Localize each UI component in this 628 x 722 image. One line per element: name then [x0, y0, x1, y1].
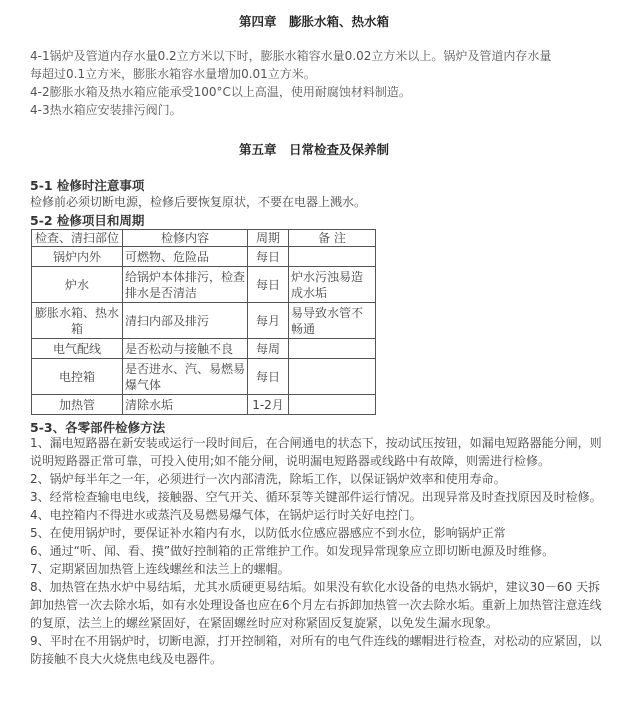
section-5-3-heading: 5-3、各零部件检修方法	[30, 420, 166, 435]
cell-remark: 易导致水管不畅通	[289, 303, 376, 339]
maintenance-items	[30, 434, 610, 668]
table-row	[32, 395, 376, 415]
section-5-1-heading: 5-1 检修时注意事项	[30, 178, 145, 193]
cell-content: 清扫内部及排污	[123, 303, 248, 339]
cell-content: 是否进水、汽、易燃易爆气体	[123, 359, 248, 395]
maintenance-item-3: 3、经常检查输电电线，接触器、空气开关、循环泵等关键部件运行情况。出现异常及时查找原因及时检修。	[30, 490, 602, 504]
cell-remark: 炉水污浊易造成水垢	[289, 267, 376, 303]
section-5-1-text: 检修前必须切断电源，检修后要恢复原状，不要在电器上溅水。	[30, 195, 367, 209]
maintenance-item-2: 2、锅炉每半年之一年，必须进行一次内部清洗，除垢工作，以保证锅炉效率和使用寿命。	[30, 472, 506, 486]
table-row	[32, 339, 376, 359]
inspection-table	[31, 229, 376, 415]
cell-content: 可燃物、危险品	[123, 247, 248, 267]
maintenance-item-1: 1、漏电短路器在新安装或运行一段时间后，在合闸通电的状态下，按动试压按钮，如漏电短路器能分闸，则说明短路器正常可靠，可投入使用;如不能分闸，说明漏电短路器或线路中有故障，则需进行检修。	[30, 436, 602, 468]
chapter4-title: 第四章 膨胀水箱、热水箱	[238, 14, 389, 29]
maintenance-item-5: 5、在使用锅炉时，要保证补水箱内有水，以防低水位感应器感应不到水位，影响锅炉正常	[30, 526, 506, 540]
cell-period: 每月	[248, 303, 289, 339]
maintenance-item-9: 9、平时在不用锅炉时，切断电源，打开控制箱，对所有的电气件连线的螺帽进行检查，对松动的应紧固，以防接触不良大火烧焦电线及电器件。	[30, 634, 602, 666]
header-content: 检修内容	[123, 230, 248, 247]
cell-remark	[289, 395, 376, 415]
table-header-row	[32, 230, 376, 247]
maintenance-item-4: 4、电控箱内不得进水或蒸汽及易燃易爆气体，在锅炉运行时关好电控门。	[30, 508, 422, 522]
header-part: 检查、清扫部位	[32, 230, 123, 247]
table-row	[32, 359, 376, 395]
chapter4-line-4: 4-3热水箱应安装排污阀门。	[30, 103, 182, 117]
header-remark: 备 注	[289, 230, 376, 247]
cell-content: 给锅炉本体排污，检查排水是否清洁	[123, 267, 248, 303]
cell-content: 清除水垢	[123, 395, 248, 415]
table-row	[32, 303, 376, 339]
table-row	[32, 247, 376, 267]
cell-period: 每日	[248, 267, 289, 303]
chapter4-line-2: 每超过0.1立方米，膨胀水箱容水量增加0.01立方米。	[30, 67, 316, 81]
cell-part: 电控箱	[32, 359, 123, 395]
cell-part: 锅炉内外	[32, 247, 123, 267]
cell-part: 膨胀水箱、热水箱	[32, 303, 123, 339]
table-row	[32, 267, 376, 303]
cell-period: 每日	[248, 359, 289, 395]
cell-remark	[289, 247, 376, 267]
maintenance-item-7: 7、定期紧固加热管上连线螺丝和法兰上的螺帽。	[30, 562, 290, 576]
chapter4-line-1: 4-1锅炉及管道内存水量0.2立方米以下时，膨胀水箱容水量0.02立方米以上。锅炉及管道内存水量	[30, 49, 552, 63]
cell-part: 电气配线	[32, 339, 123, 359]
cell-part: 加热管	[32, 395, 123, 415]
chapter5-title: 第五章 日常检查及保养制	[238, 142, 389, 157]
cell-period: 每周	[248, 339, 289, 359]
cell-remark	[289, 339, 376, 359]
maintenance-item-6: 6、通过“听、闻、看、摸”做好控制箱的正常维护工作。如发现异常现象应立即切断电源及时维修。	[30, 544, 555, 558]
maintenance-item-8: 8、加热管在热水炉中易结垢，尤其水质硬更易结垢。如果没有软化水设备的电热水锅炉，建议30－60 天拆卸加热管一次去除水垢，如有水处理设备也应在6个月左右拆卸加热管一次去除水垢。重新上加热管注意连线的复原，法兰上的螺丝紧固好，在紧固螺丝时应对称紧固反复旋紧，以免发生漏水现象。	[30, 580, 602, 630]
section-5-2-heading: 5-2 检修项目和周期	[30, 213, 145, 228]
cell-period: 每日	[248, 247, 289, 267]
cell-period: 1-2月	[248, 395, 289, 415]
cell-remark	[289, 359, 376, 395]
cell-content: 是否松动与接触不良	[123, 339, 248, 359]
chapter4-line-3: 4-2膨胀水箱及热水箱应能承受100°C以上高温，使用耐腐蚀材料制造。	[30, 85, 411, 99]
cell-part: 炉水	[32, 267, 123, 303]
header-period: 周期	[248, 230, 289, 247]
